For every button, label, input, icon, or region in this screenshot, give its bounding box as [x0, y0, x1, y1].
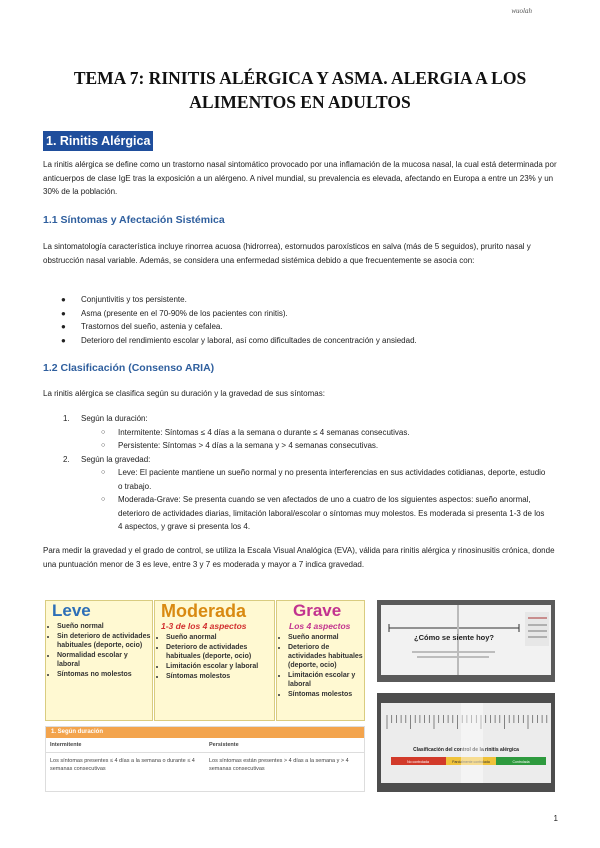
card-leve: Leve • Sueño normal • Sin deterioro de actividades habituales (deporte, ocio) • Normalidad escolar y laboral • Síntomas no molestos — [45, 600, 153, 721]
list-item: • Limitación escolar y laboral — [288, 671, 364, 689]
list-item: ○ Persistente: Síntomas > 4 días a la semana y > 4 semanas consecutivas. — [101, 441, 379, 450]
clasificacion-numbered-list — [43, 412, 559, 533]
ruler-image — [377, 693, 555, 792]
table-header: 1. Según duración — [46, 727, 364, 738]
page-title: TEMA 7: RINITIS ALÉRGICA Y ASMA. ALERGIA A LOS ALIMENTOS EN ADULTOS — [73, 68, 527, 112]
list-item: • Deterioro de actividades habituales (deporte, ocio) — [166, 643, 274, 661]
list-item: ● Conjuntivitis y tos persistente. — [61, 295, 187, 304]
list-item: • Sueño normal — [57, 622, 152, 631]
list-item: 1. Según la duración: — [63, 414, 148, 423]
list-item: • Sueño anormal — [288, 633, 364, 642]
table-col-persistente: Persistente — [209, 742, 239, 748]
list-item: • Limitación escolar y laboral — [166, 662, 274, 671]
table-cell: Los síntomas presentes ≤ 4 días a la semana o durante ≤ 4 semanas consecutivas — [50, 758, 195, 772]
intro-paragraph: La rinitis alérgica se define como un trastorno nasal sintomático provocado por una inflamación de la mucosa nasal, la cual está determinada por anticuerpos de clase IgE tras la exposición a un alérgeno. A nivel mundial, su prevalencia es elevada, afectando en Europa a entre un 23% y un 30% de la población. — [43, 160, 557, 196]
ruler-image — [377, 600, 555, 682]
table-col-intermitente: Intermitente — [50, 742, 82, 748]
list-item: 2. Según la gravedad: — [63, 454, 151, 464]
list-item: ○ Moderada-Grave: Se presenta cuando se ven afectados de uno a cuatro de los siguientes aspectos: sueño anormal, deterioro de actividades diarias, limitación laboral/escolar o síntomas muy molestos. Es moderada si presenta 1-3 de los 4 aspectos, y grave si presenta los 4. — [101, 495, 545, 531]
segment-label: No controlada — [407, 760, 429, 764]
severity-cards-figure — [45, 600, 365, 721]
section-heading-clasificacion: 1.2 Clasificación (Consenso ARIA) — [43, 362, 215, 374]
eva-paragraph: Para medir la gravedad y el grado de control, se utiliza la Escala Visual Analógica (EVA), válida para rinitis alérgica y rinosinusitis crónica, donde una puntuación menor de 3 es leve, entre 3 y 7 es moderada y mayor a 7 indica gravedad. — [43, 546, 555, 569]
segment-label: Parcialmente controlada — [452, 760, 490, 764]
ruler-question: ¿Cómo se siente hoy? — [413, 633, 495, 642]
segment-label: Controlada — [512, 760, 530, 764]
page-number: 1 — [553, 814, 558, 823]
list-item: • Síntomas no molestos — [57, 670, 152, 679]
section-heading-sintomas: 1.1 Síntomas y Afectación Sistémica — [43, 214, 225, 226]
card-grave: Grave Los 4 aspectos • Sueño anormal • Deterioro de actividades habituales (deporte, ocio) • Limitación escolar y laboral • Síntomas molestos — [276, 600, 365, 721]
clasificacion-intro: La rinitis alérgica se clasifica según su duración y la gravedad de sus síntomas: — [43, 389, 325, 398]
list-item: ○ Intermitente: Síntomas ≤ 4 días a la semana o durante ≤ 4 semanas consecutivas. — [101, 427, 410, 437]
list-item: • Sin deterioro de actividades habituales (deporte, ocio) — [57, 632, 152, 650]
list-item: ○ Leve: El paciente mantiene un sueño normal y no presenta interferencias en sus actividades cotidianas, deporte, estudio o trabajo. — [101, 468, 546, 491]
duration-table — [45, 726, 365, 792]
list-item: • Deterioro de actividades habituales (deporte, ocio) — [288, 643, 364, 670]
list-item: • Normalidad escolar y laboral — [57, 651, 152, 669]
section-heading-rinitis: 1. Rinitis Alérgica — [43, 131, 153, 151]
list-item: • Síntomas molestos — [288, 690, 364, 699]
eva-ruler-photo — [377, 600, 555, 682]
control-ruler-photo — [377, 693, 555, 792]
sintomas-paragraph: La sintomatología característica incluye rinorrea acuosa (hidrorrea), estornudos paroxísticos en salva (más de 5 seguidos), prurito nasal y obstrucción nasal variable. Además, se considera una enfermedad sistémica debido a que frecuentemente se asocia con: — [43, 242, 531, 265]
sintomas-bullet-list — [43, 293, 559, 347]
list-item: ● Deterioro del rendimiento escolar y laboral, así como dificultades de concentración y ansiedad. — [61, 335, 417, 345]
list-item: ● Asma (presente en el 70-90% de los pacientes con rinitis). — [61, 308, 288, 318]
list-item: • Síntomas molestos — [166, 672, 274, 681]
list-item: • Sueño anormal — [166, 633, 274, 642]
brand-watermark: wuolah — [511, 7, 532, 15]
list-item: ● Trastornos del sueño, astenia y cefalea. — [61, 322, 223, 331]
table-cell: Los síntomas están presentes > 4 días a la semana y > 4 semanas consecutivas — [209, 758, 349, 772]
ruler-caption: Clasificación del control de la rinitis alérgica — [413, 747, 519, 753]
card-moderada: Moderada 1-3 de los 4 aspectos • Sueño anormal • Deterioro de actividades habituales (deporte, ocio) • Limitación escolar y laboral • Síntomas molestos — [154, 600, 275, 721]
